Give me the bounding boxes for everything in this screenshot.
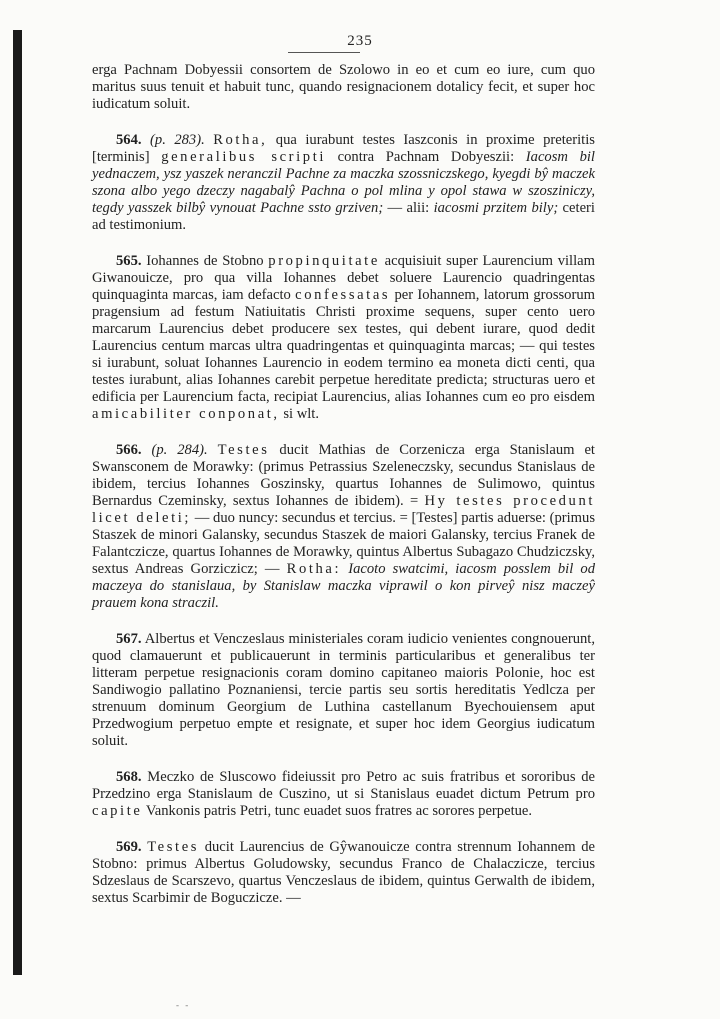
entry-text: contra Pachnam Dobyeszii: bbox=[326, 149, 526, 165]
spaced-text: Testes bbox=[217, 442, 270, 458]
entry-text: Meczko de Sluscowo fideiussit pro Petro ac suis fratribus et sororibus de Przedzino erga Stanislaum de Cuszino, ut si Stanislaus euadet dictum Petrum pro bbox=[92, 769, 595, 802]
book-spine-edge bbox=[13, 30, 22, 975]
entry-number: 565. bbox=[116, 253, 142, 269]
entry-text: ducit Mathias de Corzenicza erga Stanislaum et Swansconem de Morawky: (primus Petrassius Szeleneczsky, secundus Stanislaus de ibidem, tercius Iohannes Goszinsky, quartus Iohannes de Sulimowo, quintus Bernardus Czeminsky, sextus Iohannes de ibidem). = bbox=[92, 442, 595, 509]
page-reference: (p. 284). bbox=[151, 442, 208, 458]
entry-text: si wlt. bbox=[279, 406, 320, 422]
entry-text: Albertus et Venczeslaus ministeriales coram iudicio venientes congnouerunt, quod clamauerunt et publicauerunt in terminis particularibus et generalibus ter litteram perpetue resignacionis coram domino capitaneo maioris Polonie, hoc est Sandiwogio pallatino Poznaniensi, tercie partis seu sortis hereditatis Yedlcza per strenuum dominum Georgium de Luthina castellanum Byechouiensem aput Przedwogium perpetuo empte et resignate, et super hoc idem Georgius iudicatum soluit. bbox=[92, 631, 595, 749]
entry-text: — alii: bbox=[383, 200, 434, 216]
entry-569 bbox=[92, 839, 595, 907]
entry-text: acquisiuit super Laurencium villam Giwanouicze, pro qua villa Iohannes debet soluere Laurencio quadringentas quinquaginta marcas, iam defacto bbox=[92, 253, 595, 303]
intro-paragraph: erga Pachnam Dobyessii consortem de Szolowo in eo et cum eo iure, cum quo maritus suus tenuit et habuit tunc, quando resignacionem dotalicy fecit, et super hoc iudicatum soluit. bbox=[92, 62, 595, 112]
entry-567 bbox=[92, 631, 595, 750]
entry-564 bbox=[92, 132, 595, 234]
spaced-text: propinquitate bbox=[268, 253, 380, 269]
entry-number: 567. bbox=[116, 631, 142, 647]
page-body bbox=[92, 62, 595, 907]
spaced-text: capite bbox=[92, 803, 143, 819]
spaced-text: confessatas bbox=[295, 287, 391, 303]
entry-text: Iohannes de Stobno bbox=[141, 253, 269, 269]
vernacular-quote: iacosmi przitem bily; bbox=[433, 200, 559, 216]
entry-number: 564. bbox=[116, 132, 142, 148]
page-reference: (p. 283). bbox=[150, 132, 205, 148]
spaced-text: Hy testes procedunt licet deleti; bbox=[92, 493, 596, 526]
entry-text: Vankonis patris Petri, tunc euadet suos fratres ac sorores perpetue. bbox=[142, 803, 533, 819]
spaced-text: amicabiliter conponat, bbox=[92, 406, 280, 422]
spaced-text: Rotha: bbox=[286, 561, 342, 577]
vernacular-quote: Iacosm bil yednaczem, ysz yaszek neranczil Pachne za maczka szossniczskego, kyegdi bŷ maczek szona albo yego dzeczy nagabalŷ Pachna o pol mlina y opol stawa w szosziniczy, tegdy yasszek bilbŷ vynouat Pachne ssto grziven; bbox=[92, 149, 595, 216]
vernacular-quote: Iacoto swatcimi, iacosm posslem bil od maczeya do stanislaua, by Stanislaw maczka viprawil o kon pirveŷ nisz maczeŷ prauem kona straczil. bbox=[92, 561, 595, 611]
entry-text: — duo nuncy: secundus et tercius. = [Testes] partis aduerse: (primus Staszek de minori Galansky, secundus Staszek de maiori Galansky, tercius Franek de Falantczicze, quartus Iohannes de Morawky, quintus Albertus Subagazo Chudziczsky, sextus Andreas Gorziczicz; — bbox=[92, 510, 595, 577]
spaced-text: Testes bbox=[147, 839, 200, 855]
entry-text: ducit Laurencius de Gŷwanouicze contra strennum Iohannem de Stobno: primus Albertus Goludowsky, secundus Franco de Chalaczicze, tercius Sdzeslaus de Scarszevo, quartus Venczeslaus de ibidem, quintus Gerwalth de ibidem, sextus Scarbimir de Boguczicze. — bbox=[92, 839, 596, 906]
spaced-text: generalibus scripti bbox=[161, 149, 326, 165]
entry-568 bbox=[92, 769, 595, 820]
entry-565 bbox=[92, 253, 595, 423]
page-number-rule bbox=[288, 52, 360, 53]
footer-mark: - - bbox=[176, 1000, 191, 1010]
page-number: 235 bbox=[347, 33, 373, 49]
entry-text: per Iohannem, latorum grossorum pragensium ad festum Natiuitatis Christi proxime sequens, super cento uero marcarum Laurencius debet producere sex testes, qui debent iurare, quod dedit Laurencius centum marcas ultra quadringentas et quinquaginta marcas; — qui testes si iurabunt, soluat Iohannes Laurencio in eodem termino ea moneta dicti centi, qua testes iurabunt, alias Iohannes carebit perpetue hereditate predicta; structuras uero et edificia per Laurencium facta, recipiat Laurencius, alias Iohannes cum eo pro eisdem bbox=[92, 287, 595, 405]
entry-566 bbox=[92, 442, 595, 612]
entry-number: 568. bbox=[116, 769, 142, 785]
entry-number: 566. bbox=[116, 442, 142, 458]
entry-text: ceteri ad testimonium. bbox=[92, 200, 595, 233]
spaced-text: Rotha, bbox=[213, 132, 268, 148]
entry-number: 569. bbox=[116, 839, 142, 855]
entry-text: qua iurabunt testes Iaszconis in proxime preteritis [terminis] bbox=[92, 132, 595, 165]
